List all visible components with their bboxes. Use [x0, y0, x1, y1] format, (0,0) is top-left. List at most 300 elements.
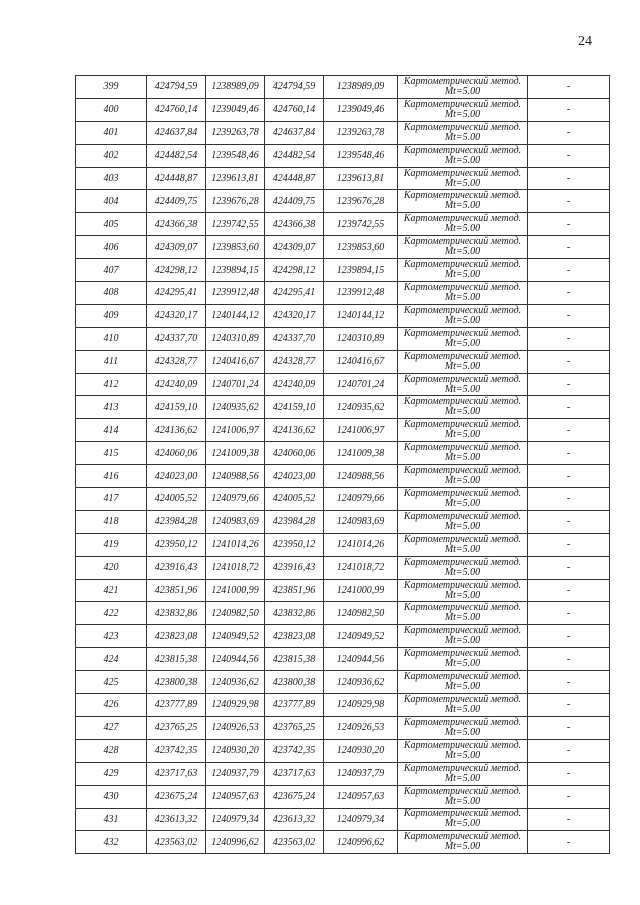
- x-coordinate-cell: 424023,00: [147, 465, 206, 488]
- method-name: Картометрический метод.: [403, 808, 522, 820]
- point-number-cell: 411: [76, 350, 147, 373]
- method-name: Картометрический метод.: [403, 693, 522, 705]
- note-cell: -: [528, 167, 610, 190]
- table-row: [76, 625, 610, 648]
- y-coordinate-cell: 1241000,99: [206, 579, 265, 602]
- y-coordinate-cell: 1240983,69: [206, 510, 265, 533]
- point-number-cell: 415: [76, 442, 147, 465]
- x-coordinate-cell: 423851,96: [147, 579, 206, 602]
- x-coordinate-alt-cell: 423832,86: [265, 602, 324, 625]
- method-name: Картометрический метод.: [403, 327, 522, 339]
- y-coordinate-alt-cell: 1240982,50: [324, 602, 398, 625]
- table-row: [76, 579, 610, 602]
- x-coordinate-cell: 423742,35: [147, 739, 206, 762]
- point-number-cell: 430: [76, 785, 147, 808]
- method-name: Картометрический метод.: [403, 190, 522, 202]
- method-name: Картометрический метод.: [403, 785, 522, 797]
- note-cell: -: [528, 98, 610, 121]
- point-number-cell: 403: [76, 167, 147, 190]
- x-coordinate-alt-cell: 424320,17: [265, 304, 324, 327]
- method-name: Картометрический метод.: [403, 831, 522, 843]
- table-row: [76, 167, 610, 190]
- y-coordinate-cell: 1240996,62: [206, 831, 265, 854]
- x-coordinate-cell: 424328,77: [147, 350, 206, 373]
- method-name: Картометрический метод.: [403, 259, 522, 271]
- point-number-cell: 413: [76, 396, 147, 419]
- y-coordinate-alt-cell: 1240935,62: [324, 396, 398, 419]
- y-coordinate-cell: 1240944,56: [206, 648, 265, 671]
- x-coordinate-cell: 423613,32: [147, 808, 206, 831]
- method-name: Картометрический метод.: [403, 121, 522, 133]
- note-cell: -: [528, 671, 610, 694]
- x-coordinate-alt-cell: 424159,10: [265, 396, 324, 419]
- method-accuracy: Mt=5.00: [444, 223, 481, 235]
- method-name: Картометрический метод.: [403, 716, 522, 728]
- table-row: [76, 671, 610, 694]
- method-cell: [398, 304, 528, 327]
- method-cell: [398, 76, 528, 99]
- method-accuracy: Mt=5.00: [444, 566, 481, 578]
- point-number-cell: 406: [76, 236, 147, 259]
- note-cell: -: [528, 579, 610, 602]
- note-cell: -: [528, 213, 610, 236]
- x-coordinate-cell: 423777,89: [147, 694, 206, 717]
- y-coordinate-cell: 1240979,34: [206, 808, 265, 831]
- method-name: Картометрический метод.: [403, 419, 522, 431]
- method-name: Картометрический метод.: [403, 671, 522, 683]
- method-name: Картометрический метод.: [403, 98, 522, 110]
- x-coordinate-cell: 424637,84: [147, 121, 206, 144]
- method-cell: [398, 373, 528, 396]
- y-coordinate-alt-cell: 1239548,46: [324, 144, 398, 167]
- y-coordinate-cell: 1240949,52: [206, 625, 265, 648]
- method-name: Картометрический метод.: [403, 510, 522, 522]
- point-number-cell: 412: [76, 373, 147, 396]
- point-number-cell: 424: [76, 648, 147, 671]
- method-accuracy: Mt=5.00: [444, 291, 481, 303]
- table-row: [76, 144, 610, 167]
- y-coordinate-alt-cell: 1239742,55: [324, 213, 398, 236]
- method-cell: [398, 465, 528, 488]
- y-coordinate-alt-cell: 1241006,97: [324, 419, 398, 442]
- table-row: [76, 785, 610, 808]
- y-coordinate-cell: 1241014,26: [206, 533, 265, 556]
- table-row: [76, 602, 610, 625]
- method-accuracy: Mt=5.00: [444, 154, 481, 166]
- y-coordinate-alt-cell: 1239613,81: [324, 167, 398, 190]
- y-coordinate-cell: 1240935,62: [206, 396, 265, 419]
- x-coordinate-cell: 424794,59: [147, 76, 206, 99]
- y-coordinate-alt-cell: 1240930,20: [324, 739, 398, 762]
- method-name: Картометрический метод.: [403, 625, 522, 637]
- x-coordinate-cell: 424159,10: [147, 396, 206, 419]
- note-cell: -: [528, 419, 610, 442]
- x-coordinate-cell: 424295,41: [147, 282, 206, 305]
- method-name: Картометрический метод.: [403, 281, 522, 293]
- method-name: Картометрический метод.: [403, 396, 522, 408]
- point-number-cell: 414: [76, 419, 147, 442]
- method-accuracy: Mt=5.00: [444, 383, 481, 395]
- method-accuracy: Mt=5.00: [444, 520, 481, 532]
- method-accuracy: Mt=5.00: [444, 406, 481, 418]
- x-coordinate-cell: 423765,25: [147, 716, 206, 739]
- method-accuracy: Mt=5.00: [444, 131, 481, 143]
- x-coordinate-alt-cell: 423777,89: [265, 694, 324, 717]
- point-number-cell: 432: [76, 831, 147, 854]
- table-row: [76, 259, 610, 282]
- point-number-cell: 409: [76, 304, 147, 327]
- y-coordinate-alt-cell: 1240929,98: [324, 694, 398, 717]
- point-number-cell: 417: [76, 488, 147, 511]
- x-coordinate-alt-cell: 423950,12: [265, 533, 324, 556]
- x-coordinate-cell: 423800,38: [147, 671, 206, 694]
- y-coordinate-alt-cell: 1240979,34: [324, 808, 398, 831]
- point-number-cell: 404: [76, 190, 147, 213]
- table-row: [76, 442, 610, 465]
- point-number-cell: 422: [76, 602, 147, 625]
- note-cell: -: [528, 716, 610, 739]
- x-coordinate-alt-cell: 424240,09: [265, 373, 324, 396]
- x-coordinate-alt-cell: 424295,41: [265, 282, 324, 305]
- table-row: [76, 762, 610, 785]
- method-accuracy: Mt=5.00: [444, 681, 481, 693]
- table-row: [76, 694, 610, 717]
- x-coordinate-alt-cell: 424448,87: [265, 167, 324, 190]
- x-coordinate-cell: 423823,08: [147, 625, 206, 648]
- note-cell: -: [528, 625, 610, 648]
- method-name: Картометрический метод.: [403, 465, 522, 477]
- table-row: [76, 465, 610, 488]
- method-cell: [398, 831, 528, 854]
- method-cell: [398, 556, 528, 579]
- y-coordinate-alt-cell: 1240936,62: [324, 671, 398, 694]
- point-number-cell: 423: [76, 625, 147, 648]
- x-coordinate-cell: 424060,06: [147, 442, 206, 465]
- table-row: [76, 831, 610, 854]
- y-coordinate-cell: 1240982,50: [206, 602, 265, 625]
- method-cell: [398, 121, 528, 144]
- note-cell: -: [528, 144, 610, 167]
- table-row: [76, 419, 610, 442]
- table-body: [76, 76, 610, 854]
- x-coordinate-cell: 423563,02: [147, 831, 206, 854]
- table-row: [76, 739, 610, 762]
- method-cell: [398, 648, 528, 671]
- point-number-cell: 401: [76, 121, 147, 144]
- x-coordinate-alt-cell: 423742,35: [265, 739, 324, 762]
- x-coordinate-cell: 423832,86: [147, 602, 206, 625]
- y-coordinate-alt-cell: 1239049,46: [324, 98, 398, 121]
- method-cell: [398, 396, 528, 419]
- note-cell: -: [528, 350, 610, 373]
- method-cell: [398, 190, 528, 213]
- method-cell: [398, 350, 528, 373]
- point-number-cell: 400: [76, 98, 147, 121]
- table-row: [76, 373, 610, 396]
- method-accuracy: Mt=5.00: [444, 246, 481, 258]
- y-coordinate-alt-cell: 1240983,69: [324, 510, 398, 533]
- y-coordinate-alt-cell: 1239894,15: [324, 259, 398, 282]
- x-coordinate-cell: 424337,70: [147, 327, 206, 350]
- note-cell: -: [528, 236, 610, 259]
- x-coordinate-alt-cell: 423851,96: [265, 579, 324, 602]
- note-cell: -: [528, 396, 610, 419]
- y-coordinate-cell: 1241009,38: [206, 442, 265, 465]
- method-accuracy: Mt=5.00: [444, 818, 481, 830]
- method-cell: [398, 533, 528, 556]
- x-coordinate-cell: 424760,14: [147, 98, 206, 121]
- method-name: Картометрический метод.: [403, 373, 522, 385]
- y-coordinate-cell: 1239912,48: [206, 282, 265, 305]
- y-coordinate-alt-cell: 1240310,89: [324, 327, 398, 350]
- x-coordinate-alt-cell: 423823,08: [265, 625, 324, 648]
- table-row: [76, 716, 610, 739]
- note-cell: -: [528, 76, 610, 99]
- method-name: Картометрический метод.: [403, 442, 522, 454]
- method-cell: [398, 602, 528, 625]
- method-accuracy: Mt=5.00: [444, 703, 481, 715]
- x-coordinate-cell: 424320,17: [147, 304, 206, 327]
- x-coordinate-alt-cell: 423613,32: [265, 808, 324, 831]
- point-number-cell: 425: [76, 671, 147, 694]
- x-coordinate-alt-cell: 424366,38: [265, 213, 324, 236]
- x-coordinate-alt-cell: 423675,24: [265, 785, 324, 808]
- note-cell: -: [528, 121, 610, 144]
- method-accuracy: Mt=5.00: [444, 772, 481, 784]
- table-row: [76, 98, 610, 121]
- y-coordinate-alt-cell: 1239676,28: [324, 190, 398, 213]
- y-coordinate-cell: 1239676,28: [206, 190, 265, 213]
- method-accuracy: Mt=5.00: [444, 612, 481, 624]
- note-cell: -: [528, 602, 610, 625]
- x-coordinate-alt-cell: 423563,02: [265, 831, 324, 854]
- method-name: Картометрический метод.: [403, 556, 522, 568]
- method-cell: [398, 625, 528, 648]
- y-coordinate-cell: 1239263,78: [206, 121, 265, 144]
- y-coordinate-cell: 1239548,46: [206, 144, 265, 167]
- note-cell: -: [528, 442, 610, 465]
- method-cell: [398, 419, 528, 442]
- point-number-cell: 421: [76, 579, 147, 602]
- y-coordinate-cell: 1239049,46: [206, 98, 265, 121]
- x-coordinate-cell: 424482,54: [147, 144, 206, 167]
- y-coordinate-alt-cell: 1240979,66: [324, 488, 398, 511]
- note-cell: -: [528, 373, 610, 396]
- x-coordinate-alt-cell: 424482,54: [265, 144, 324, 167]
- x-coordinate-cell: 424448,87: [147, 167, 206, 190]
- note-cell: -: [528, 556, 610, 579]
- table-row: [76, 190, 610, 213]
- table-row: [76, 533, 610, 556]
- method-cell: [398, 671, 528, 694]
- y-coordinate-alt-cell: 1240144,12: [324, 304, 398, 327]
- point-number-cell: 419: [76, 533, 147, 556]
- y-coordinate-cell: 1240144,12: [206, 304, 265, 327]
- x-coordinate-cell: 424309,07: [147, 236, 206, 259]
- method-name: Картометрический метод.: [403, 739, 522, 751]
- method-name: Картометрический метод.: [403, 602, 522, 614]
- method-name: Картометрический метод.: [403, 533, 522, 545]
- note-cell: -: [528, 282, 610, 305]
- table-row: [76, 236, 610, 259]
- x-coordinate-cell: 423984,28: [147, 510, 206, 533]
- note-cell: -: [528, 808, 610, 831]
- note-cell: -: [528, 831, 610, 854]
- note-cell: -: [528, 259, 610, 282]
- method-name: Картометрический метод.: [403, 487, 522, 499]
- x-coordinate-cell: 423717,63: [147, 762, 206, 785]
- table-row: [76, 213, 610, 236]
- table-row: [76, 121, 610, 144]
- x-coordinate-alt-cell: 424409,75: [265, 190, 324, 213]
- method-name: Картометрический метод.: [403, 144, 522, 156]
- point-number-cell: 429: [76, 762, 147, 785]
- method-name: Картометрический метод.: [403, 350, 522, 362]
- method-cell: [398, 488, 528, 511]
- method-cell: [398, 236, 528, 259]
- method-accuracy: Mt=5.00: [444, 108, 481, 120]
- method-accuracy: Mt=5.00: [444, 543, 481, 555]
- x-coordinate-alt-cell: 423984,28: [265, 510, 324, 533]
- note-cell: -: [528, 648, 610, 671]
- table-row: [76, 304, 610, 327]
- method-accuracy: Mt=5.00: [444, 795, 481, 807]
- note-cell: -: [528, 190, 610, 213]
- table-row: [76, 556, 610, 579]
- x-coordinate-cell: 423916,43: [147, 556, 206, 579]
- x-coordinate-alt-cell: 423916,43: [265, 556, 324, 579]
- x-coordinate-cell: 423675,24: [147, 785, 206, 808]
- note-cell: -: [528, 785, 610, 808]
- method-accuracy: Mt=5.00: [444, 200, 481, 212]
- method-accuracy: Mt=5.00: [444, 177, 481, 189]
- point-number-cell: 405: [76, 213, 147, 236]
- y-coordinate-alt-cell: 1239912,48: [324, 282, 398, 305]
- note-cell: -: [528, 304, 610, 327]
- y-coordinate-cell: 1240957,63: [206, 785, 265, 808]
- x-coordinate-cell: 424005,52: [147, 488, 206, 511]
- note-cell: -: [528, 327, 610, 350]
- method-cell: [398, 144, 528, 167]
- x-coordinate-alt-cell: 424309,07: [265, 236, 324, 259]
- y-coordinate-cell: 1239894,15: [206, 259, 265, 282]
- method-accuracy: Mt=5.00: [444, 749, 481, 761]
- method-cell: [398, 785, 528, 808]
- method-accuracy: Mt=5.00: [444, 269, 481, 281]
- point-number-cell: 410: [76, 327, 147, 350]
- y-coordinate-alt-cell: 1239853,60: [324, 236, 398, 259]
- table-row: [76, 648, 610, 671]
- y-coordinate-cell: 1240701,24: [206, 373, 265, 396]
- method-name: Картометрический метод.: [403, 579, 522, 591]
- y-coordinate-cell: 1240979,66: [206, 488, 265, 511]
- x-coordinate-alt-cell: 424136,62: [265, 419, 324, 442]
- x-coordinate-cell: 424240,09: [147, 373, 206, 396]
- y-coordinate-cell: 1239742,55: [206, 213, 265, 236]
- method-cell: [398, 327, 528, 350]
- x-coordinate-alt-cell: 424760,14: [265, 98, 324, 121]
- method-name: Картометрический метод.: [403, 213, 522, 225]
- note-cell: -: [528, 488, 610, 511]
- x-coordinate-cell: 423815,38: [147, 648, 206, 671]
- method-accuracy: Mt=5.00: [444, 635, 481, 647]
- y-coordinate-alt-cell: 1240988,56: [324, 465, 398, 488]
- x-coordinate-alt-cell: 424005,52: [265, 488, 324, 511]
- point-number-cell: 420: [76, 556, 147, 579]
- y-coordinate-alt-cell: 1238989,09: [324, 76, 398, 99]
- point-number-cell: 416: [76, 465, 147, 488]
- x-coordinate-cell: 424136,62: [147, 419, 206, 442]
- y-coordinate-cell: 1240929,98: [206, 694, 265, 717]
- method-cell: [398, 167, 528, 190]
- x-coordinate-cell: 424409,75: [147, 190, 206, 213]
- method-cell: [398, 213, 528, 236]
- y-coordinate-cell: 1240936,62: [206, 671, 265, 694]
- method-accuracy: Mt=5.00: [444, 589, 481, 601]
- y-coordinate-alt-cell: 1241000,99: [324, 579, 398, 602]
- page-number: 24: [578, 34, 592, 49]
- table-row: [76, 488, 610, 511]
- method-name: Картометрический метод.: [403, 167, 522, 179]
- x-coordinate-alt-cell: 424637,84: [265, 121, 324, 144]
- x-coordinate-alt-cell: 423765,25: [265, 716, 324, 739]
- x-coordinate-cell: 424298,12: [147, 259, 206, 282]
- method-cell: [398, 808, 528, 831]
- table-row: [76, 396, 610, 419]
- point-number-cell: 399: [76, 76, 147, 99]
- method-accuracy: Mt=5.00: [444, 841, 481, 853]
- method-accuracy: Mt=5.00: [444, 497, 481, 509]
- note-cell: -: [528, 694, 610, 717]
- note-cell: -: [528, 465, 610, 488]
- method-accuracy: Mt=5.00: [444, 337, 481, 349]
- y-coordinate-alt-cell: 1240926,53: [324, 716, 398, 739]
- note-cell: -: [528, 762, 610, 785]
- method-accuracy: Mt=5.00: [444, 85, 481, 97]
- y-coordinate-cell: 1240930,20: [206, 739, 265, 762]
- method-accuracy: Mt=5.00: [444, 658, 481, 670]
- y-coordinate-cell: 1241018,72: [206, 556, 265, 579]
- method-cell: [398, 442, 528, 465]
- y-coordinate-cell: 1240988,56: [206, 465, 265, 488]
- method-cell: [398, 98, 528, 121]
- point-number-cell: 427: [76, 716, 147, 739]
- x-coordinate-alt-cell: 423815,38: [265, 648, 324, 671]
- y-coordinate-cell: 1240416,67: [206, 350, 265, 373]
- y-coordinate-alt-cell: 1241018,72: [324, 556, 398, 579]
- coordinates-table: [75, 75, 610, 854]
- y-coordinate-alt-cell: 1239263,78: [324, 121, 398, 144]
- table-row: [76, 76, 610, 99]
- x-coordinate-alt-cell: 424794,59: [265, 76, 324, 99]
- method-cell: [398, 510, 528, 533]
- method-cell: [398, 716, 528, 739]
- method-accuracy: Mt=5.00: [444, 360, 481, 372]
- y-coordinate-alt-cell: 1240949,52: [324, 625, 398, 648]
- point-number-cell: 408: [76, 282, 147, 305]
- y-coordinate-cell: 1240926,53: [206, 716, 265, 739]
- method-accuracy: Mt=5.00: [444, 726, 481, 738]
- y-coordinate-alt-cell: 1241009,38: [324, 442, 398, 465]
- method-cell: [398, 694, 528, 717]
- point-number-cell: 431: [76, 808, 147, 831]
- table-row: [76, 282, 610, 305]
- method-name: Картометрический метод.: [403, 236, 522, 248]
- point-number-cell: 418: [76, 510, 147, 533]
- point-number-cell: 426: [76, 694, 147, 717]
- note-cell: -: [528, 533, 610, 556]
- table-row: [76, 327, 610, 350]
